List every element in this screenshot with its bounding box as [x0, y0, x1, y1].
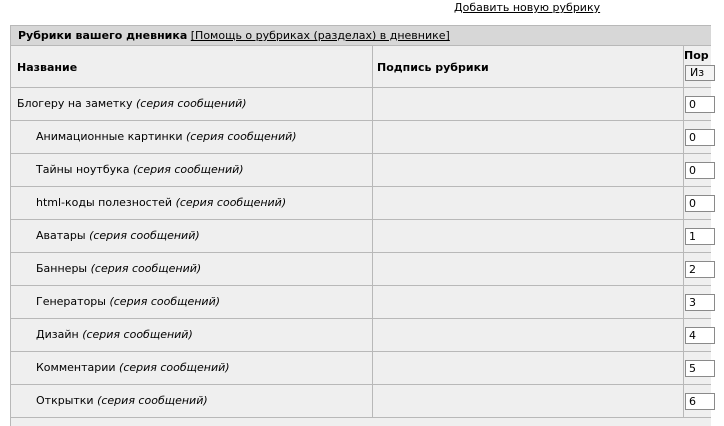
- table-row: [11, 88, 711, 121]
- series-label: (серия сообщений): [186, 130, 297, 143]
- rubric-name[interactable]: Генераторы (серия сообщений): [36, 295, 221, 308]
- rubric-caption-cell: [373, 319, 684, 351]
- order-input[interactable]: [685, 162, 715, 179]
- rubric-name[interactable]: Блогеру на заметку (серия сообщений): [17, 97, 247, 110]
- order-input[interactable]: [685, 327, 715, 344]
- rubrics-panel: [10, 25, 711, 426]
- order-input[interactable]: [685, 96, 715, 113]
- add-new-rubric-link[interactable]: Добавить новую рубрику: [454, 1, 601, 14]
- rubric-name[interactable]: Дизайн (серия сообщений): [36, 328, 193, 341]
- table-row: [11, 154, 711, 187]
- rubric-caption-cell: [373, 220, 684, 252]
- rubric-caption-cell: [373, 121, 684, 153]
- rubric-caption-cell: [373, 187, 684, 219]
- series-label: (серия сообщений): [109, 295, 221, 308]
- rubric-name[interactable]: Открытки (серия сообщений): [36, 394, 208, 407]
- rubric-caption-cell: [373, 352, 684, 384]
- order-input[interactable]: [685, 393, 715, 410]
- series-label: (серия сообщений): [175, 196, 287, 209]
- table-row: [11, 385, 711, 418]
- rubric-name[interactable]: html-коды полезностей (серия сообщений): [36, 196, 287, 209]
- rubric-name[interactable]: Тайны ноутбука (серия сообщений): [36, 163, 244, 176]
- order-input[interactable]: [685, 129, 715, 146]
- rubric-caption-cell: [373, 286, 684, 318]
- rubric-name[interactable]: Баннеры (серия сообщений): [36, 262, 202, 275]
- series-label: (серия сообщений): [136, 97, 247, 110]
- panel-title: Рубрики вашего дневника: [18, 29, 188, 42]
- order-input[interactable]: [685, 228, 715, 245]
- table-row: [11, 286, 711, 319]
- order-input[interactable]: [685, 294, 715, 311]
- table-header: [11, 46, 711, 88]
- rubric-name[interactable]: Комментарии (серия сообщений): [36, 361, 230, 374]
- series-label: (серия сообщений): [89, 229, 200, 242]
- column-header-name: Название: [17, 61, 78, 74]
- table-row: [11, 220, 711, 253]
- series-label: (серия сообщений): [90, 262, 202, 275]
- series-label: (серия сообщений): [97, 394, 208, 407]
- table-row: [11, 319, 711, 352]
- rubric-caption-cell: [373, 385, 684, 417]
- table-row: [11, 352, 711, 385]
- series-label: (серия сообщений): [82, 328, 193, 341]
- table-row: [11, 121, 711, 154]
- rubric-caption-cell: [373, 253, 684, 285]
- column-header-caption: Подпись рубрики: [377, 61, 489, 74]
- update-order-button[interactable]: Из: [685, 65, 715, 81]
- table-row: [11, 187, 711, 220]
- order-input[interactable]: [685, 360, 715, 377]
- rubric-caption-cell: [373, 154, 684, 186]
- order-input[interactable]: [685, 195, 715, 212]
- column-header-order: Пор: [684, 49, 709, 62]
- series-label: (серия сообщений): [133, 163, 244, 176]
- table-row: [11, 253, 711, 286]
- panel-title-bar: [11, 26, 711, 46]
- series-label: (серия сообщений): [119, 361, 230, 374]
- help-link[interactable]: [Помощь о рубриках (разделах) в дневнике]: [190, 29, 450, 42]
- rubric-name[interactable]: Аватары (серия сообщений): [36, 229, 200, 242]
- rubric-name[interactable]: Анимационные картинки (серия сообщений): [36, 130, 297, 143]
- order-input[interactable]: [685, 261, 715, 278]
- rubric-caption-cell: [373, 88, 684, 120]
